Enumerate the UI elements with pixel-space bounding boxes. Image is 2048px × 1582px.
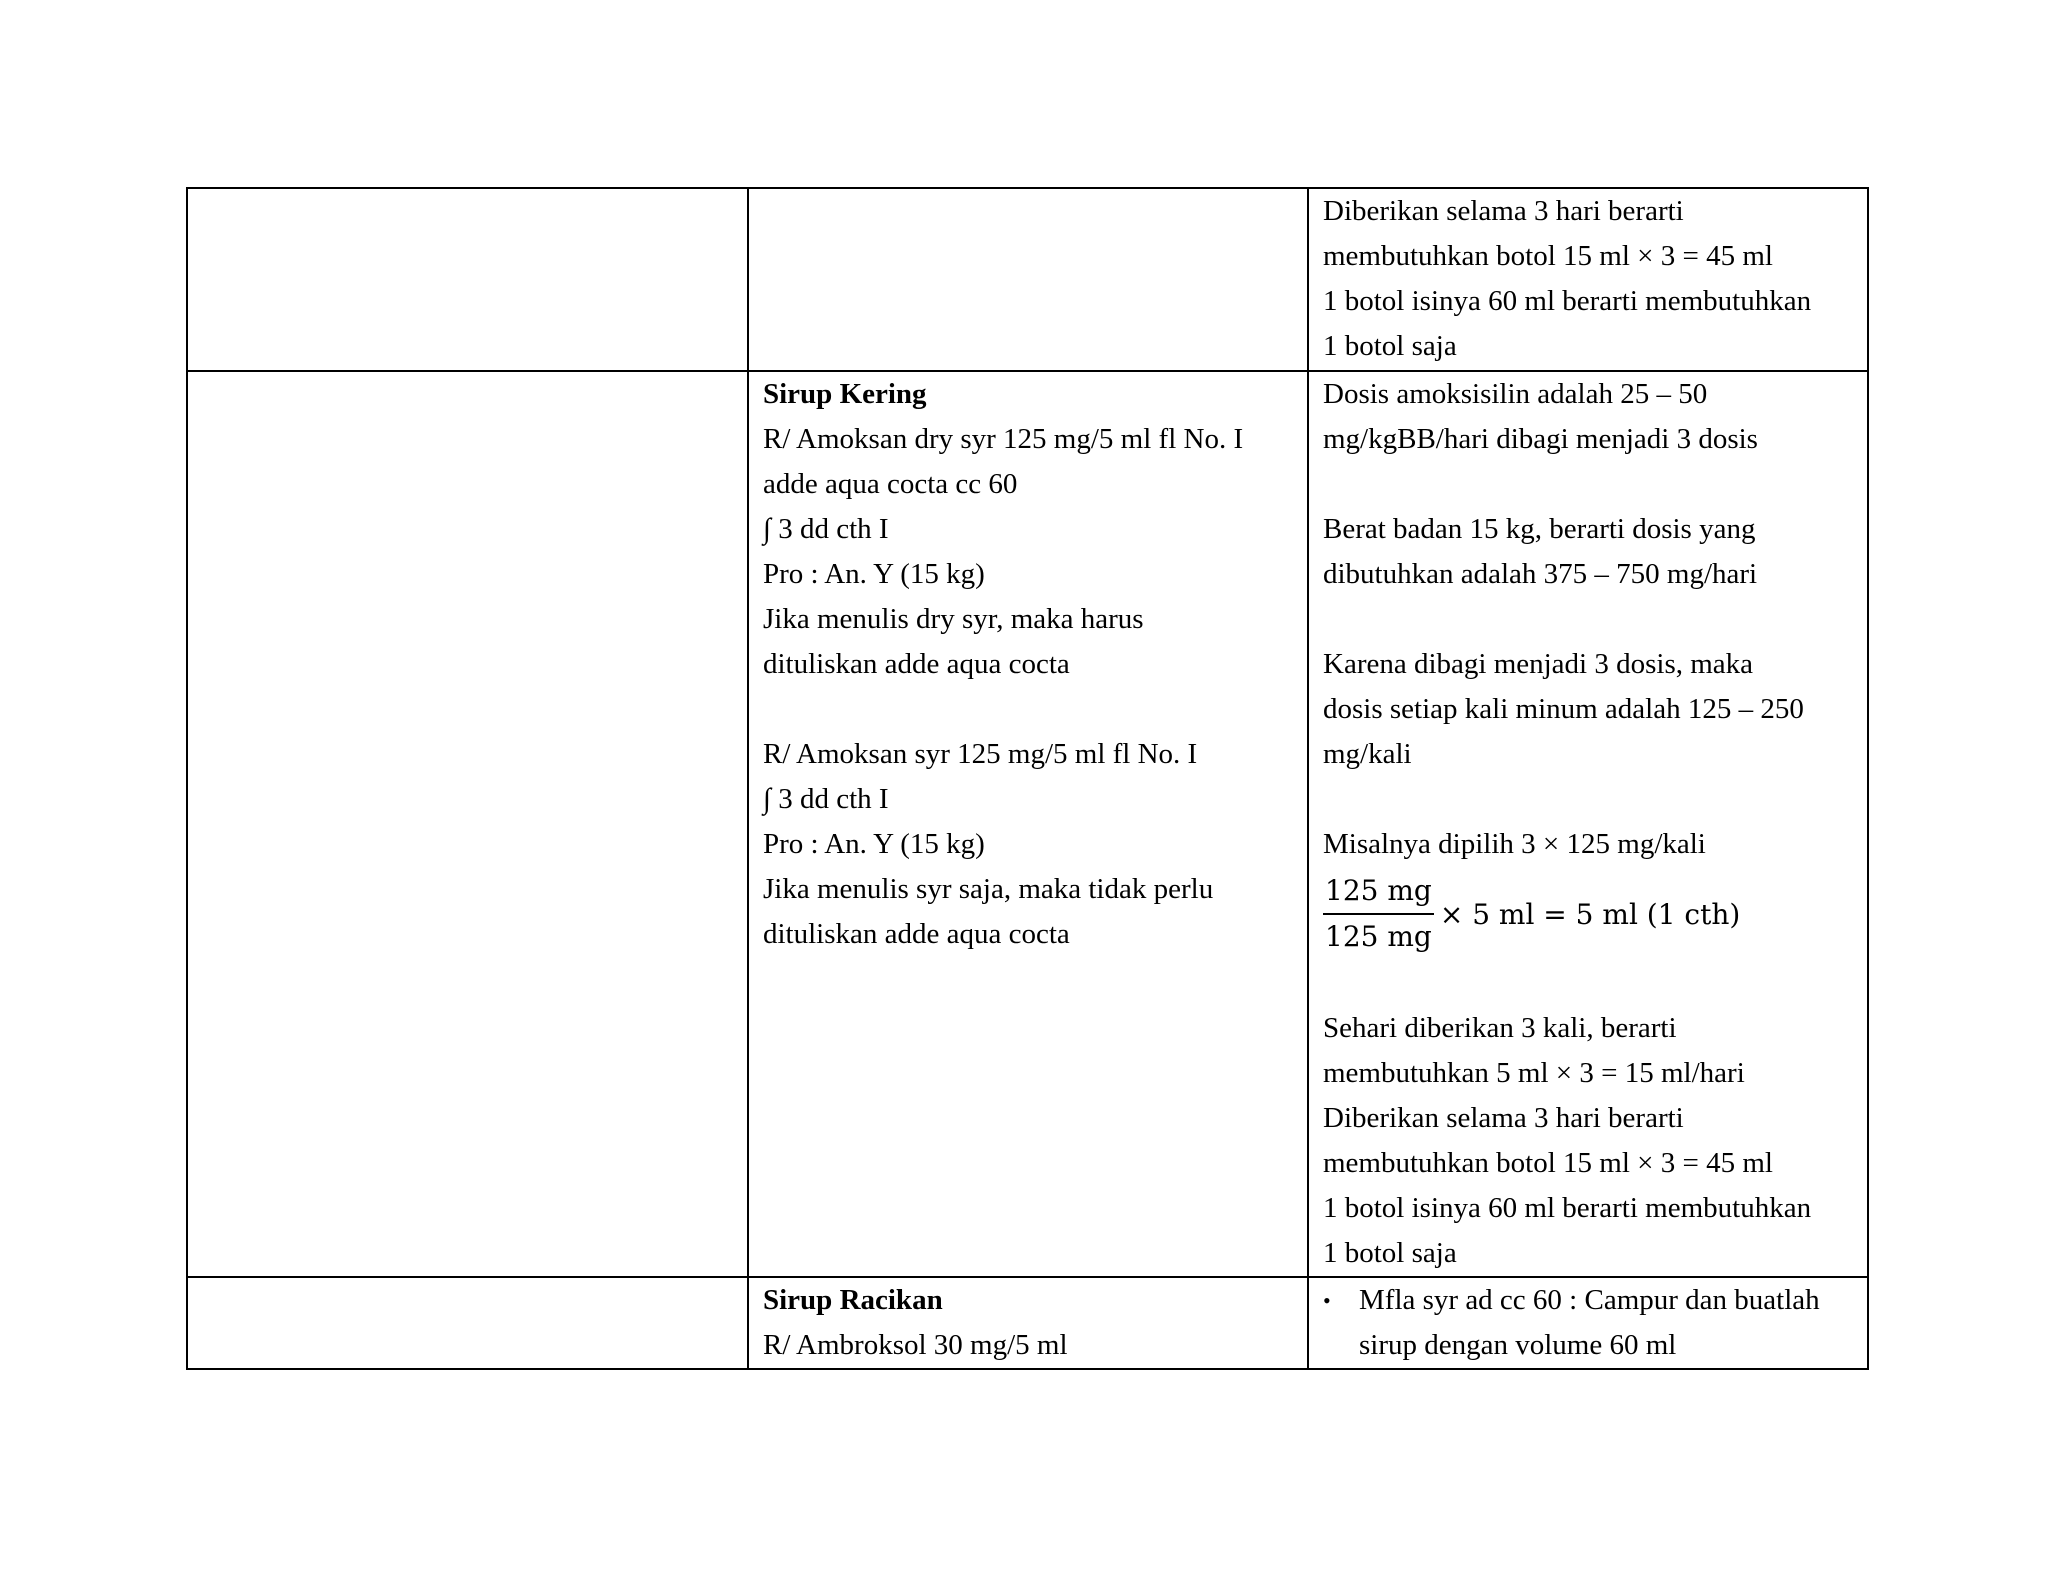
text-line: dituliskan adde aqua cocta <box>763 648 1070 680</box>
fraction-denominator: 125 mg <box>1325 920 1432 953</box>
spacer <box>1323 462 1853 507</box>
spacer <box>1323 777 1853 822</box>
text-line: 1 botol saja <box>1323 330 1457 362</box>
formula-rest: × 5 ml = 5 ml (1 cth) <box>1439 897 1741 931</box>
text-line: membutuhkan botol 15 ml × 3 = 45 ml <box>1323 1147 1773 1179</box>
table-cell-calculation <box>1308 371 1868 1277</box>
table-row <box>187 371 1868 1277</box>
text-line: ∫ 3 dd cth I <box>763 513 889 545</box>
text-line: 1 botol saja <box>1323 1237 1457 1269</box>
text-line: dosis setiap kali minum adalah 125 – 250 <box>1323 693 1804 725</box>
text-line: ∫ 3 dd cth I <box>763 783 889 815</box>
text-line: Sehari diberikan 3 kali, berarti <box>1323 1012 1677 1044</box>
text-line: 1 botol isinya 60 ml berarti membutuhkan <box>1323 1192 1812 1224</box>
table-cell-prescription <box>748 1277 1308 1369</box>
text-line: dibutuhkan adalah 375 – 750 mg/hari <box>1323 558 1758 590</box>
table-cell-empty <box>748 188 1308 371</box>
text-line: R/ Amoksan dry syr 125 mg/5 ml fl No. I <box>763 423 1244 455</box>
table-cell-calculation <box>1308 1277 1868 1369</box>
bullet-icon: • <box>1323 1288 1331 1313</box>
text-line: Diberikan selama 3 hari berarti <box>1323 1102 1684 1134</box>
text-line: 1 botol isinya 60 ml berarti membutuhkan <box>1323 285 1812 317</box>
table-cell-empty <box>187 188 748 371</box>
table-cell-empty <box>187 1277 748 1369</box>
fraction-numerator: 125 mg <box>1323 873 1434 915</box>
text-line: R/ Amoksan syr 125 mg/5 ml fl No. I <box>763 738 1198 770</box>
text-line: mg/kgBB/hari dibagi menjadi 3 dosis <box>1323 423 1758 455</box>
table-row <box>187 1277 1868 1369</box>
text-line: Misalnya dipilih 3 × 125 mg/kali <box>1323 828 1706 860</box>
section-title: Sirup Kering <box>763 378 927 410</box>
text-line: Jika menulis syr saja, maka tidak perlu <box>763 873 1214 905</box>
text-line: Mfla syr ad cc 60 : Campur dan buatlah <box>1359 1284 1820 1316</box>
table-row <box>187 188 1868 371</box>
dose-formula <box>1323 869 1853 959</box>
text-line: membutuhkan 5 ml × 3 = 15 ml/hari <box>1323 1057 1745 1089</box>
text-line: Berat badan 15 kg, berarti dosis yang <box>1323 513 1756 545</box>
text-line: sirup dengan volume 60 ml <box>1359 1329 1677 1361</box>
text-line: membutuhkan botol 15 ml × 3 = 45 ml <box>1323 240 1773 272</box>
text-line: dituliskan adde aqua cocta <box>763 918 1070 950</box>
table-cell-empty <box>187 371 748 1277</box>
text-line: Pro : An. Y (15 kg) <box>763 828 985 860</box>
spacer <box>763 687 1293 732</box>
bullet-list-item <box>1323 1278 1853 1368</box>
text-line: Diberikan selama 3 hari berarti <box>1323 195 1684 227</box>
spacer <box>1323 597 1853 642</box>
bullet-text <box>1359 1278 1853 1368</box>
text-line: Karena dibagi menjadi 3 dosis, maka <box>1323 648 1754 680</box>
prescription-table <box>186 187 1869 1370</box>
text-line: Jika menulis dry syr, maka harus <box>763 603 1144 635</box>
text-line: Pro : An. Y (15 kg) <box>763 558 985 590</box>
spacer <box>1323 961 1853 1006</box>
section-title: Sirup Racikan <box>763 1284 943 1316</box>
text-line: adde aqua cocta cc 60 <box>763 468 1018 500</box>
table-cell-prescription <box>748 371 1308 1277</box>
table-cell-calculation <box>1308 188 1868 371</box>
text-line: mg/kali <box>1323 738 1412 770</box>
text-line: R/ Ambroksol 30 mg/5 ml <box>763 1329 1068 1361</box>
text-line: Dosis amoksisilin adalah 25 – 50 <box>1323 378 1708 410</box>
fraction <box>1323 873 1434 955</box>
